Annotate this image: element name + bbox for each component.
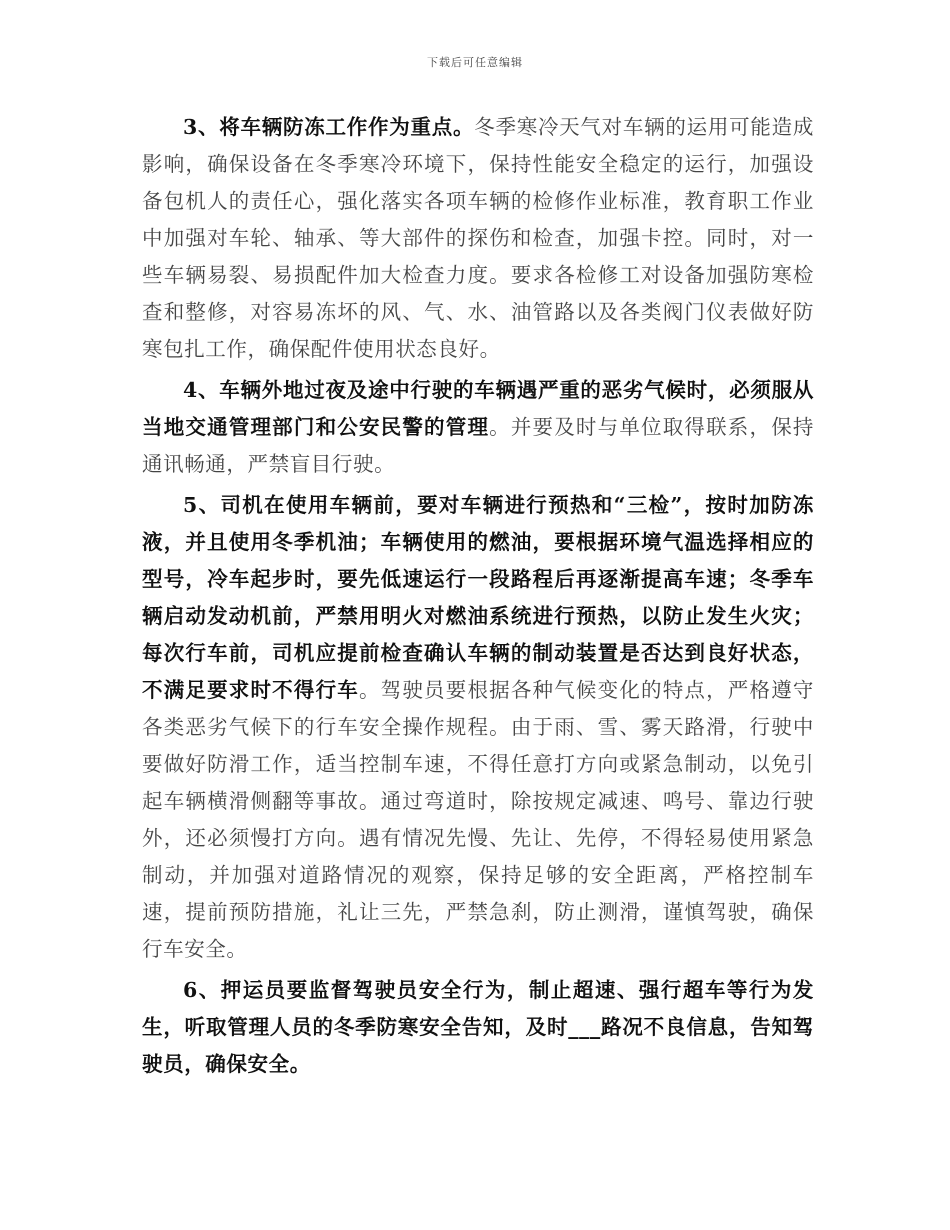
paragraph-4 (142, 372, 814, 483)
paragraph-5 (142, 487, 814, 968)
paragraph-6 (142, 972, 814, 1083)
paragraph-3-text: 冬季寒冷天气对车辆的运用可能造成影响，确保设备在冬季寒冷环境下，保持性能安全稳定的运行，加强设备包机人的责任心，强化落实各项车辆的检修作业标准，教育职工作业中加强对车轮、轴承、等大部件的探伤和检查，加强卡控。同时，对一些车辆易裂、易损配件加大检查力度。要求各检修工对设备加强防寒检查和整修，对容易冻坏的风、气、水、油管路以及各类阀门仪表做好防寒包扎工作，确保配件使用状态良好。 (142, 115, 814, 361)
paragraph-6-heading: 6、押运员要监督驾驶员安全行为，制止超速、强行超车等行为发生，听取管理人员的冬季防寒安全告知，及时___路况不良信息，告知驾驶员，确保安全。 (142, 978, 814, 1076)
paragraph-4-heading: 4、车辆外地过夜及途中行驶的车辆遇严重的恶劣气候时，必须服从当地交通管理部门和公安民警的管理 (142, 378, 814, 439)
paragraph-4-text: 。并要及时与单位取得联系，保持通讯畅通，严禁盲目行驶。 (142, 415, 814, 476)
paragraph-5-heading: 5、司机在使用车辆前，要对车辆进行预热和“三检”，按时加防冻液，并且使用冬季机油；车辆使用的燃油，要根据环境气温选择相应的型号，冷车起步时，要先低速运行一段路程后再逐渐提高车速；冬季车辆启动发动机前，严禁用明火对燃油系统进行预热，以防止发生火灾；每次行车前，司机应提前检查确认车辆的制动装置是否达到良好状态，不满足要求时不得行车 (142, 493, 814, 702)
page-header: 下载后可任意编辑 (427, 56, 523, 69)
paragraph-5-text: 。驾驶员要根据各种气候变化的特点，严格遵守各类恶劣气候下的行车安全操作规程。由于雨、雪、雾天路滑，行驶中要做好防滑工作，适当控制车速，不得任意打方向或紧急制动，以免引起车辆横滑侧翻等事故。通过弯道时，除按规定减速、鸣号、靠边行驶外，还必须慢打方向。遇有情况先慢、先让、先停，不得轻易使用紧急制动，并加强对道路情况的观察，保持足够的安全距离，严格控制车速，提前预防措施，礼让三先，严禁急刹，防止测滑，谨慎驾驶，确保行车安全。 (142, 678, 814, 961)
paragraph-3 (142, 109, 814, 368)
document-body (142, 109, 814, 1083)
paragraph-3-heading: 3、将车辆防冻工作作为重点。 (183, 115, 475, 139)
